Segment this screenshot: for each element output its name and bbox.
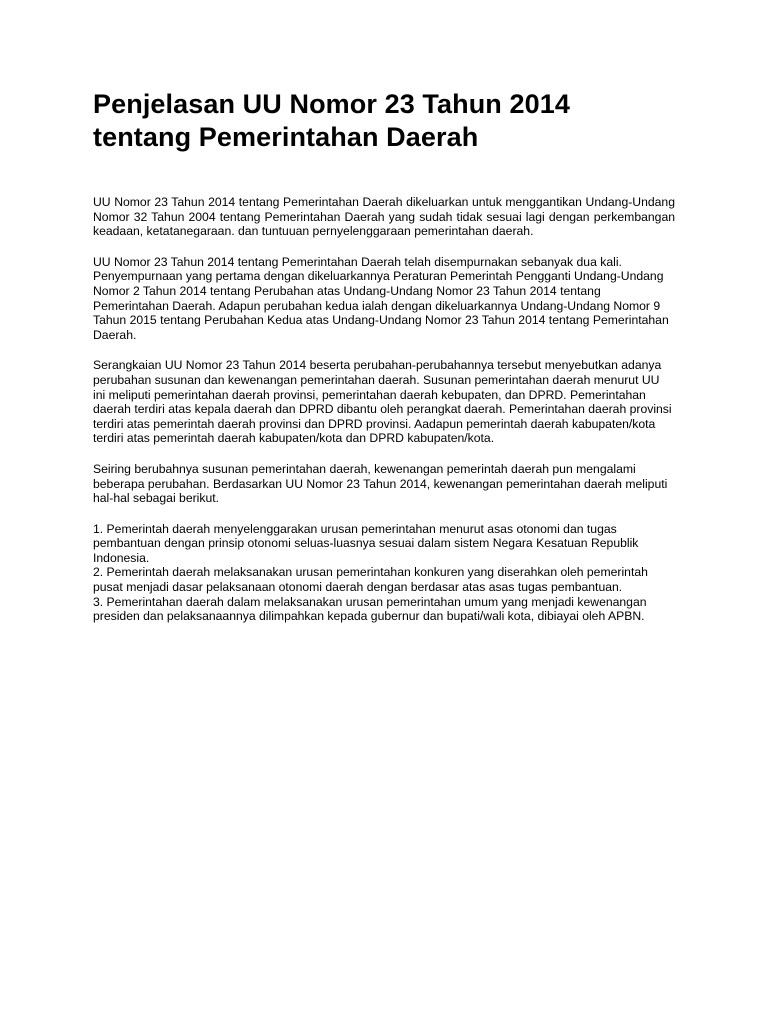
- paragraph-authority-intro: Seiring berubahnya susunan pemerintahan daerah, kewenangan pemerintah daerah pun mengalami beberapa perubahan. Berdasarkan UU Nomor 23 Tahun 2014, kewenangan pemerintahan daerah meliputi hal-hal sebagai berikut.: [93, 461, 668, 506]
- list-item: 3. Pemerintahan daerah dalam melaksanakan urusan pemerintahan umum yang menjadi kewenangan presiden dan pelaksanaannya dilimpahkan kepada gubernur dan bupati/wali kota, dibiayai oleh APBN.: [93, 594, 647, 624]
- list-item: 2. Pemerintah daerah melaksanakan urusan pemerintahan konkuren yang diserahkan oleh pemerintah pusat menjadi dasar pelaksanaan otonomi daerah dengan berdasar atas asas tugas pembantuan.: [93, 565, 648, 595]
- paragraph-amendments: UU Nomor 23 Tahun 2014 tentang Pemerintahan Daerah telah disempurnakan sebanyak dua kali. Penyempurnaan yang pertama dengan dikeluarkannya Peraturan Pemerintah Pengganti Undang-Undang Nomor 2 Tahun 2014 tentang Perubahan atas Undang-Undang Nomor 23 Tahun 2014 tentang Pemerintahan Daerah. Adapun perubahan kedua ialah dengan dikeluarkannya Undang-Undang Nomor 9 Tahun 2015 tentang Perubahan Kedua atas Undang-Undang Nomor 23 Tahun 2014 tentang Pemerintahan Daerah.: [93, 254, 669, 342]
- paragraph-intro: UU Nomor 23 Tahun 2014 tentang Pemerintahan Daerah dikeluarkan untuk menggantikan Undang-Undang Nomor 32 Tahun 2004 tentang Pemerintahan Daerah yang sudah tidak sesuai lagi dengan perkembangan keadaan, ketatanegaraan. dan tuntuuan pernyelenggaraan pemerintahan daerah.: [93, 195, 675, 239]
- list-item: 1. Pemerintah daerah menyelenggarakan urusan pemerintahan menurut asas otonomi dan tugas pembantuan dengan prinsip otonomi seluas-luasnya sesuai dalam sistem Negara Kesatuan Republik Indonesia.: [93, 521, 639, 565]
- paragraph-structure: Serangkaian UU Nomor 23 Tahun 2014 beserta perubahan-perubahannya tersebut menyebutkan adanya perubahan susunan dan kewenangan pemerintahan daerah. Susunan pemerintahan daerah menurut UU ini meliputi pemerintahan daerah provinsi, pemerintahan daerah kebupaten, dan DPRD. Pemerintahan daerah terdiri atas kepala daerah dan DPRD dibantu oleh perangkat daerah. Pemerintahan daerah provinsi terdiri atas pemerintah daerah provinsi dan DPRD provinsi. Aadapun pemerintah daerah kabupaten/kota terdiri atas pemerintah daerah kabupaten/kota dan DPRD kabupaten/kota.: [93, 358, 672, 446]
- authority-list: [93, 522, 675, 624]
- document-page: [93, 88, 675, 624]
- document-title: Penjelasan UU Nomor 23 Tahun 2014 tentang Pemerintahan Daerah: [93, 89, 570, 152]
